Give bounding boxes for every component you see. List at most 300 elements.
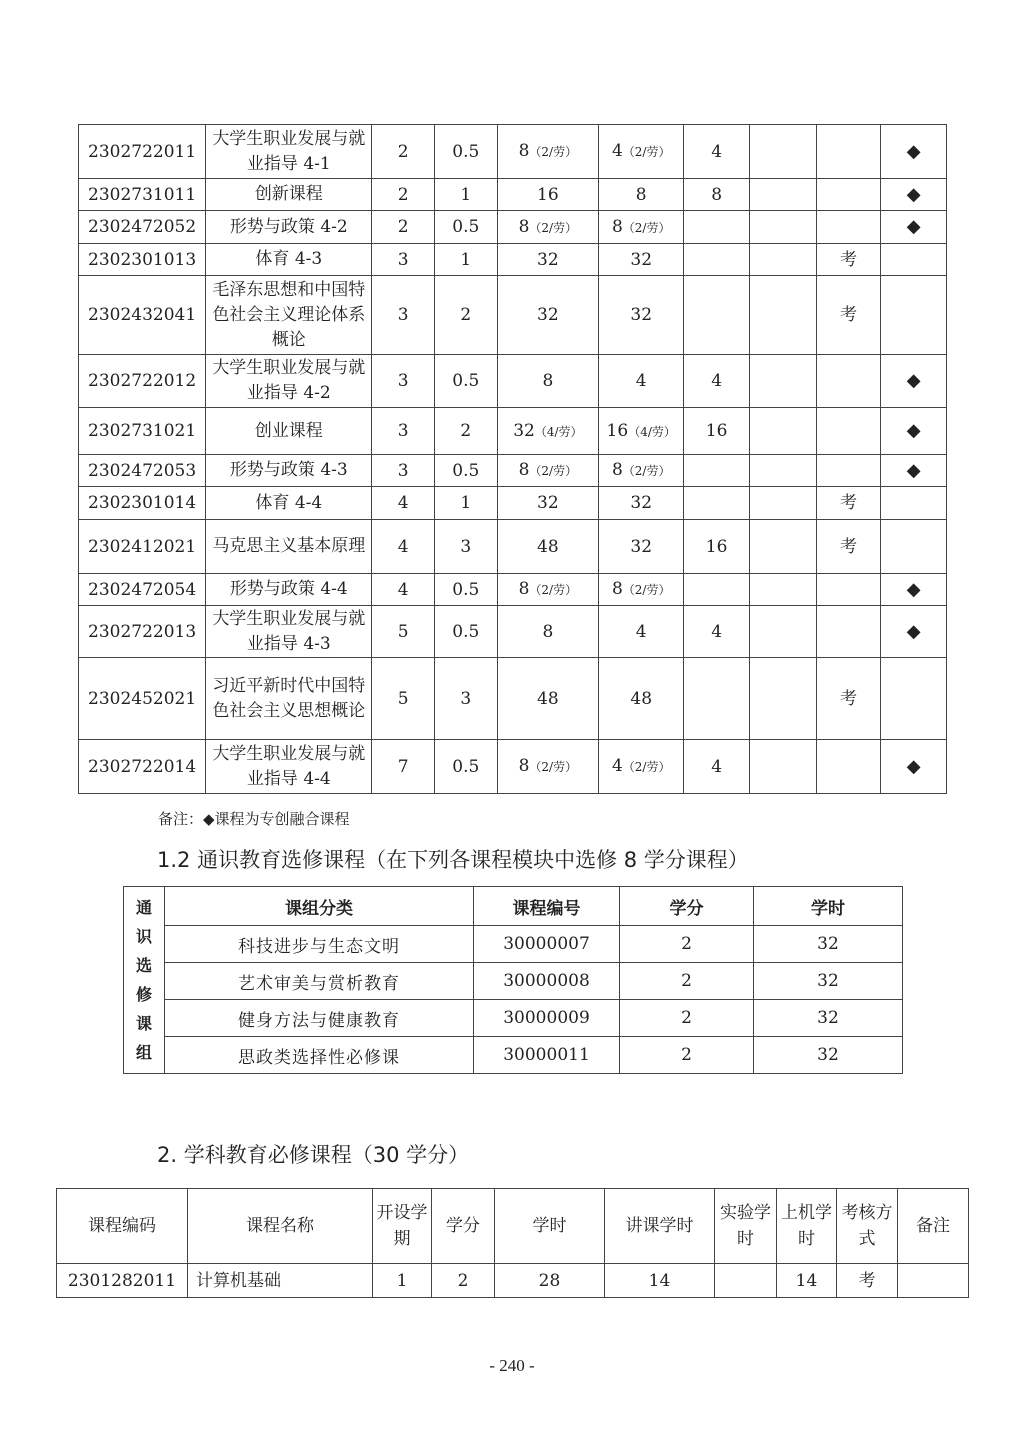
course-credits: [435, 244, 498, 276]
course-lecture-hours: [599, 520, 684, 574]
course-code: 30000008: [474, 963, 620, 1000]
course-exam-method: [816, 658, 881, 740]
course-hours: [497, 487, 599, 520]
course-hours: [497, 658, 599, 740]
table-row: [79, 606, 947, 658]
course-code-value: 2302731011: [88, 184, 197, 205]
course-experiment-hours-value: 4: [711, 621, 723, 642]
discipline-courses-table: [56, 1188, 969, 1298]
course-experiment-hours: [684, 455, 750, 487]
course-lecture-hours: [599, 125, 684, 179]
course-lecture-hours: [599, 211, 684, 244]
course-lecture-hours: [599, 740, 684, 794]
course-code: [79, 455, 206, 487]
course-code: [79, 520, 206, 574]
discipline-section-heading: 2. 学科教育必修课程（30 学分）: [157, 1143, 470, 1167]
course-experiment-hours: [684, 211, 750, 244]
course-semester: [372, 276, 435, 355]
course-hours-labor-note: （2/劳）: [529, 583, 578, 597]
course-experiment-hours-value: 4: [711, 371, 723, 391]
course-experiment-hours: [684, 125, 750, 179]
course-exam-method: [816, 487, 881, 520]
course-remark: [881, 244, 947, 276]
course-lecture-hours-value: 4: [611, 141, 623, 161]
course-computer-hours: [749, 740, 816, 794]
course-computer-hours: [749, 574, 816, 606]
header-credits: 学分: [432, 1189, 495, 1264]
course-lecture-hours-value: 8: [611, 460, 623, 480]
course-semester: [372, 487, 435, 520]
course-hours-value: 8: [518, 579, 530, 599]
course-semester-value: 4: [397, 579, 409, 600]
course-lecture-hours: [599, 408, 684, 455]
course-lecture-hours: [599, 574, 684, 606]
course-credits: 2: [620, 926, 754, 963]
course-code-value: 2302722011: [88, 141, 197, 162]
header-experiment-hours: 实验学时: [715, 1189, 777, 1264]
course-lecture-hours: 14: [605, 1264, 715, 1298]
course-credits-value: 0.5: [452, 579, 480, 600]
course-hours-value: 8: [518, 216, 530, 237]
course-exam-method: [816, 125, 881, 179]
course-hours-value: 32: [537, 493, 559, 513]
course-code: 2301282011: [57, 1264, 188, 1298]
table-row: [79, 408, 947, 455]
course-hours: [497, 408, 599, 455]
course-exam-method: [816, 179, 881, 211]
course-credits: [435, 455, 498, 487]
course-remark: [881, 355, 947, 408]
course-hours-value: 8: [518, 460, 530, 480]
course-experiment-hours: [715, 1264, 777, 1298]
course-code: [79, 658, 206, 740]
course-experiment-hours-value: 8: [711, 184, 723, 205]
course-hours-value: 32: [513, 420, 535, 441]
course-computer-hours: [749, 408, 816, 455]
page-number: - 240 -: [489, 1356, 535, 1375]
table-row: [124, 963, 903, 1000]
table-row: [79, 487, 947, 520]
header-remark: 备注: [898, 1189, 969, 1264]
course-hours-value: 8: [542, 621, 554, 642]
course-credits: [435, 276, 498, 355]
course-lecture-hours-labor-note: （2/劳）: [622, 145, 671, 159]
course-name: [206, 408, 372, 455]
course-hours: [497, 179, 599, 211]
course-name: [206, 658, 372, 740]
course-experiment-hours: [684, 740, 750, 794]
course-code: [79, 606, 206, 658]
course-name: [206, 520, 372, 574]
course-experiment-hours-value: 4: [711, 141, 723, 162]
course-remark: [881, 179, 947, 211]
course-exam-method-value: 考: [839, 249, 857, 270]
course-hours: 32: [754, 1000, 903, 1037]
course-exam-method: [816, 606, 881, 658]
elective-courses-table: [123, 886, 903, 1074]
course-remark: [881, 606, 947, 658]
course-exam-method: [816, 276, 881, 355]
course-remark-value: ◆: [906, 620, 921, 642]
course-name-value: 形势与政策 4-3: [229, 460, 348, 480]
course-code: [79, 487, 206, 520]
course-experiment-hours-value: 4: [711, 756, 723, 777]
course-lecture-hours-value: 32: [630, 249, 653, 270]
course-name: [206, 355, 372, 408]
course-credits-value: 0.5: [452, 621, 480, 642]
course-code-value: 2302432041: [88, 305, 197, 325]
course-code: [79, 211, 206, 244]
course-semester-value: 3: [397, 249, 409, 270]
course-lecture-hours-labor-note: （4/劳）: [628, 424, 676, 439]
course-hours: [497, 125, 599, 179]
course-hours-value: 8: [518, 756, 530, 776]
course-semester-value: 7: [397, 756, 409, 777]
course-semester: [372, 125, 435, 179]
course-computer-hours: 14: [777, 1264, 837, 1298]
course-exam-method: [816, 355, 881, 408]
header-category: 课组分类: [165, 887, 474, 926]
course-experiment-hours: [684, 244, 750, 276]
course-remark: [881, 211, 947, 244]
course-experiment-hours: [684, 487, 750, 520]
course-semester-value: 3: [397, 305, 409, 325]
course-hours-labor-note: （2/劳）: [529, 220, 578, 235]
course-semester: [372, 455, 435, 487]
course-exam-method: 考: [837, 1264, 898, 1298]
course-lecture-hours: [599, 487, 684, 520]
course-experiment-hours: [684, 606, 750, 658]
table-row: [79, 740, 947, 794]
course-hours-labor-note: （2/劳）: [529, 760, 578, 774]
course-semester: [372, 355, 435, 408]
course-remark-value: ◆: [906, 216, 921, 237]
course-name: [206, 276, 372, 355]
table-row: [79, 179, 947, 211]
course-lecture-hours-value: 48: [630, 688, 653, 709]
course-lecture-hours: [599, 179, 684, 211]
course-hours: [497, 606, 599, 658]
course-name-value: 大学生职业发展与就业指导 4-1: [212, 128, 366, 174]
course-code-value: 2302472053: [88, 460, 197, 481]
course-experiment-hours-value: 16: [705, 536, 728, 557]
course-exam-method-value: 考: [839, 688, 857, 709]
course-lecture-hours-value: 8: [635, 184, 647, 205]
course-hours: [497, 276, 599, 355]
course-experiment-hours: [684, 520, 750, 574]
course-lecture-hours: [599, 658, 684, 740]
table-row: [79, 355, 947, 408]
course-semester: [372, 606, 435, 658]
course-credits-value: 2: [460, 305, 472, 325]
course-code: [79, 276, 206, 355]
course-hours-value: 8: [542, 371, 554, 391]
course-name-value: 大学生职业发展与就业指导 4-2: [212, 358, 366, 403]
header-semester: 开设学期: [373, 1189, 432, 1264]
course-semester-value: 3: [397, 421, 409, 441]
course-name: [206, 179, 372, 211]
course-name-value: 形势与政策 4-2: [229, 216, 348, 237]
table-row: [79, 211, 947, 244]
course-credits: [435, 179, 498, 211]
course-credits: [435, 574, 498, 606]
course-lecture-hours-value: 4: [635, 371, 647, 391]
course-credits-value: 2: [460, 421, 472, 441]
course-hours-value: 48: [537, 688, 559, 709]
course-credits-value: 1: [460, 184, 472, 205]
course-lecture-hours: [599, 355, 684, 408]
course-experiment-hours: [684, 658, 750, 740]
course-credits: 2: [432, 1264, 495, 1298]
course-hours: [497, 520, 599, 574]
course-lecture-hours-value: 8: [611, 579, 623, 599]
course-name-value: 形势与政策 4-4: [229, 579, 348, 599]
course-name-value: 创业课程: [254, 420, 323, 441]
course-semester-value: 4: [397, 493, 409, 513]
course-semester-value: 2: [397, 184, 409, 205]
course-computer-hours: [749, 276, 816, 355]
course-code: [79, 355, 206, 408]
course-remark: [881, 658, 947, 740]
course-code: [79, 408, 206, 455]
course-lecture-hours-labor-note: （2/劳）: [622, 464, 671, 478]
course-experiment-hours: [684, 179, 750, 211]
course-semester: [372, 211, 435, 244]
course-credits: [435, 211, 498, 244]
course-exam-method-value: 考: [839, 536, 857, 557]
course-hours-value: 48: [537, 536, 559, 557]
course-lecture-hours-value: 16: [606, 420, 629, 441]
course-remark: [881, 408, 947, 455]
course-lecture-hours: [599, 276, 684, 355]
course-hours: 32: [754, 926, 903, 963]
course-hours-value: 32: [537, 305, 559, 325]
course-name-value: 大学生职业发展与就业指导 4-3: [212, 608, 366, 654]
course-computer-hours: [749, 125, 816, 179]
header-hours: 学时: [754, 887, 903, 926]
course-semester: [372, 740, 435, 794]
course-credits-value: 0.5: [452, 217, 480, 237]
course-hours-labor-note: （2/劳）: [529, 464, 578, 478]
course-remark: [881, 276, 947, 355]
course-name: [206, 244, 372, 276]
course-code-value: 2302412021: [88, 536, 197, 557]
course-credits: [435, 606, 498, 658]
course-code-value: 2302722012: [88, 371, 197, 391]
course-computer-hours: [749, 211, 816, 244]
course-code-value: 2302301014: [88, 493, 197, 513]
table-row: [57, 1264, 969, 1298]
course-remark-value: ◆: [906, 420, 921, 441]
required-courses-table: [78, 124, 947, 794]
course-credits-value: 3: [460, 536, 472, 557]
course-lecture-hours-labor-note: （2/劳）: [622, 760, 671, 774]
course-experiment-hours: [684, 355, 750, 408]
course-name-value: 马克思主义基本原理: [212, 536, 366, 556]
course-code-value: 2302722013: [88, 621, 197, 642]
course-lecture-hours-value: 4: [635, 621, 647, 642]
course-remark-value: ◆: [906, 755, 921, 777]
course-computer-hours: [749, 244, 816, 276]
course-semester: [372, 408, 435, 455]
course-name-value: 毛泽东思想和中国特色社会主义理论体系概论: [212, 279, 366, 350]
course-remark: [881, 740, 947, 794]
header-exam-method: 考核方式: [837, 1189, 898, 1264]
course-semester-value: 5: [397, 621, 409, 642]
course-credits-value: 0.5: [452, 371, 480, 391]
course-semester-value: 3: [397, 371, 409, 391]
course-semester: 1: [373, 1264, 432, 1298]
course-exam-method-value: 考: [839, 493, 857, 513]
course-lecture-hours: [599, 455, 684, 487]
course-semester-value: 5: [397, 688, 409, 709]
course-credits-value: 3: [460, 688, 472, 709]
course-credits: 2: [620, 963, 754, 1000]
course-semester-value: 4: [397, 536, 409, 557]
table-row: [79, 520, 947, 574]
table-header-row: [57, 1189, 969, 1264]
course-hours-labor-note: （4/劳）: [534, 424, 583, 439]
course-remark: [881, 574, 947, 606]
course-hours-value: 16: [537, 184, 559, 205]
course-exam-method: [816, 520, 881, 574]
course-code-value: 2302452021: [88, 688, 197, 709]
course-name: [206, 125, 372, 179]
course-semester: [372, 179, 435, 211]
course-code-value: 2302472052: [88, 217, 197, 237]
course-lecture-hours-labor-note: （2/劳）: [622, 583, 671, 597]
course-code-value: 2302472054: [88, 579, 197, 600]
course-remark-value: ◆: [906, 183, 921, 205]
course-credits: [435, 408, 498, 455]
course-name: 计算机基础: [188, 1264, 373, 1298]
course-code-value: 2302731021: [88, 421, 197, 441]
course-lecture-hours-labor-note: （2/劳）: [622, 220, 671, 235]
course-code: 30000007: [474, 926, 620, 963]
course-exam-method: [816, 740, 881, 794]
course-computer-hours: [749, 520, 816, 574]
course-hours: [497, 740, 599, 794]
course-computer-hours: [749, 455, 816, 487]
course-code: [79, 574, 206, 606]
course-code-value: 2302722014: [88, 756, 197, 777]
table-row: [79, 276, 947, 355]
course-exam-method-value: 考: [839, 305, 857, 325]
course-lecture-hours-value: 8: [611, 216, 623, 237]
course-exam-method: [816, 244, 881, 276]
course-lecture-hours-value: 32: [630, 305, 653, 325]
course-semester-value: 2: [397, 217, 409, 237]
course-lecture-hours-value: 32: [630, 536, 653, 557]
course-lecture-hours-value: 4: [611, 756, 623, 776]
course-hours: [497, 244, 599, 276]
course-computer-hours: [749, 487, 816, 520]
course-code: [79, 740, 206, 794]
table-row: [124, 926, 903, 963]
table-row: [124, 1037, 903, 1074]
course-semester: [372, 520, 435, 574]
course-credits-value: 1: [460, 493, 472, 513]
course-remark: [881, 487, 947, 520]
course-computer-hours: [749, 179, 816, 211]
course-name-value: 体育 4-3: [255, 249, 323, 269]
table-row: [79, 244, 947, 276]
course-credits: [435, 355, 498, 408]
course-code: [79, 179, 206, 211]
course-name: [206, 211, 372, 244]
course-name-value: 创新课程: [254, 184, 323, 204]
course-code: 30000011: [474, 1037, 620, 1074]
course-credits-value: 1: [460, 249, 472, 270]
course-credits-value: 0.5: [452, 141, 480, 162]
course-remark-value: ◆: [906, 370, 921, 391]
course-exam-method: [816, 455, 881, 487]
course-hours-labor-note: （2/劳）: [529, 145, 578, 159]
elective-section-heading: 1.2 通识教育选修课程（在下列各课程模块中选修 8 学分课程）: [157, 848, 749, 872]
header-course-name: 课程名称: [188, 1189, 373, 1264]
course-code: 30000009: [474, 1000, 620, 1037]
course-remark-value: ◆: [906, 140, 921, 162]
table-row: [79, 658, 947, 740]
course-lecture-hours: [599, 244, 684, 276]
table-note: 备注：◆课程为专创融合课程: [158, 810, 350, 828]
course-credits: 2: [620, 1000, 754, 1037]
course-semester: [372, 658, 435, 740]
header-course-code: 课程编码: [57, 1189, 188, 1264]
course-credits-value: 0.5: [452, 460, 480, 481]
table-row: [79, 455, 947, 487]
course-computer-hours: [749, 606, 816, 658]
course-computer-hours: [749, 658, 816, 740]
course-credits: [435, 520, 498, 574]
course-code-value: 2302301013: [88, 249, 197, 270]
course-credits: [435, 740, 498, 794]
course-semester: [372, 244, 435, 276]
course-name: [206, 740, 372, 794]
course-hours: 28: [495, 1264, 605, 1298]
course-code: [79, 244, 206, 276]
course-hours: [497, 455, 599, 487]
course-group-name: 科技进步与生态文明: [165, 926, 474, 963]
course-credits: [435, 487, 498, 520]
course-hours: [497, 211, 599, 244]
course-remark: [881, 520, 947, 574]
course-lecture-hours: [599, 606, 684, 658]
course-remark: [881, 455, 947, 487]
course-remark-value: ◆: [906, 578, 921, 600]
course-group-name: 思政类选择性必修课: [165, 1037, 474, 1074]
course-exam-method: [816, 574, 881, 606]
elective-group-label-text: 通识选修课组: [136, 898, 153, 1062]
header-code: 课程编号: [474, 887, 620, 926]
course-name-value: 体育 4-4: [255, 492, 323, 513]
course-name-value: 大学生职业发展与就业指导 4-4: [212, 743, 366, 789]
header-hours: 学时: [495, 1189, 605, 1264]
course-remark: [881, 125, 947, 179]
course-semester-value: 2: [397, 141, 409, 162]
course-remark-value: ◆: [906, 459, 921, 481]
course-remark: [898, 1264, 969, 1298]
table-header-row: [124, 887, 903, 926]
course-credits: [435, 658, 498, 740]
course-exam-method: [816, 408, 881, 455]
header-computer-hours: 上机学时: [777, 1189, 837, 1264]
table-row: [79, 574, 947, 606]
course-credits: 2: [620, 1037, 754, 1074]
course-group-name: 健身方法与健康教育: [165, 1000, 474, 1037]
course-hours: [497, 355, 599, 408]
course-experiment-hours: [684, 408, 750, 455]
